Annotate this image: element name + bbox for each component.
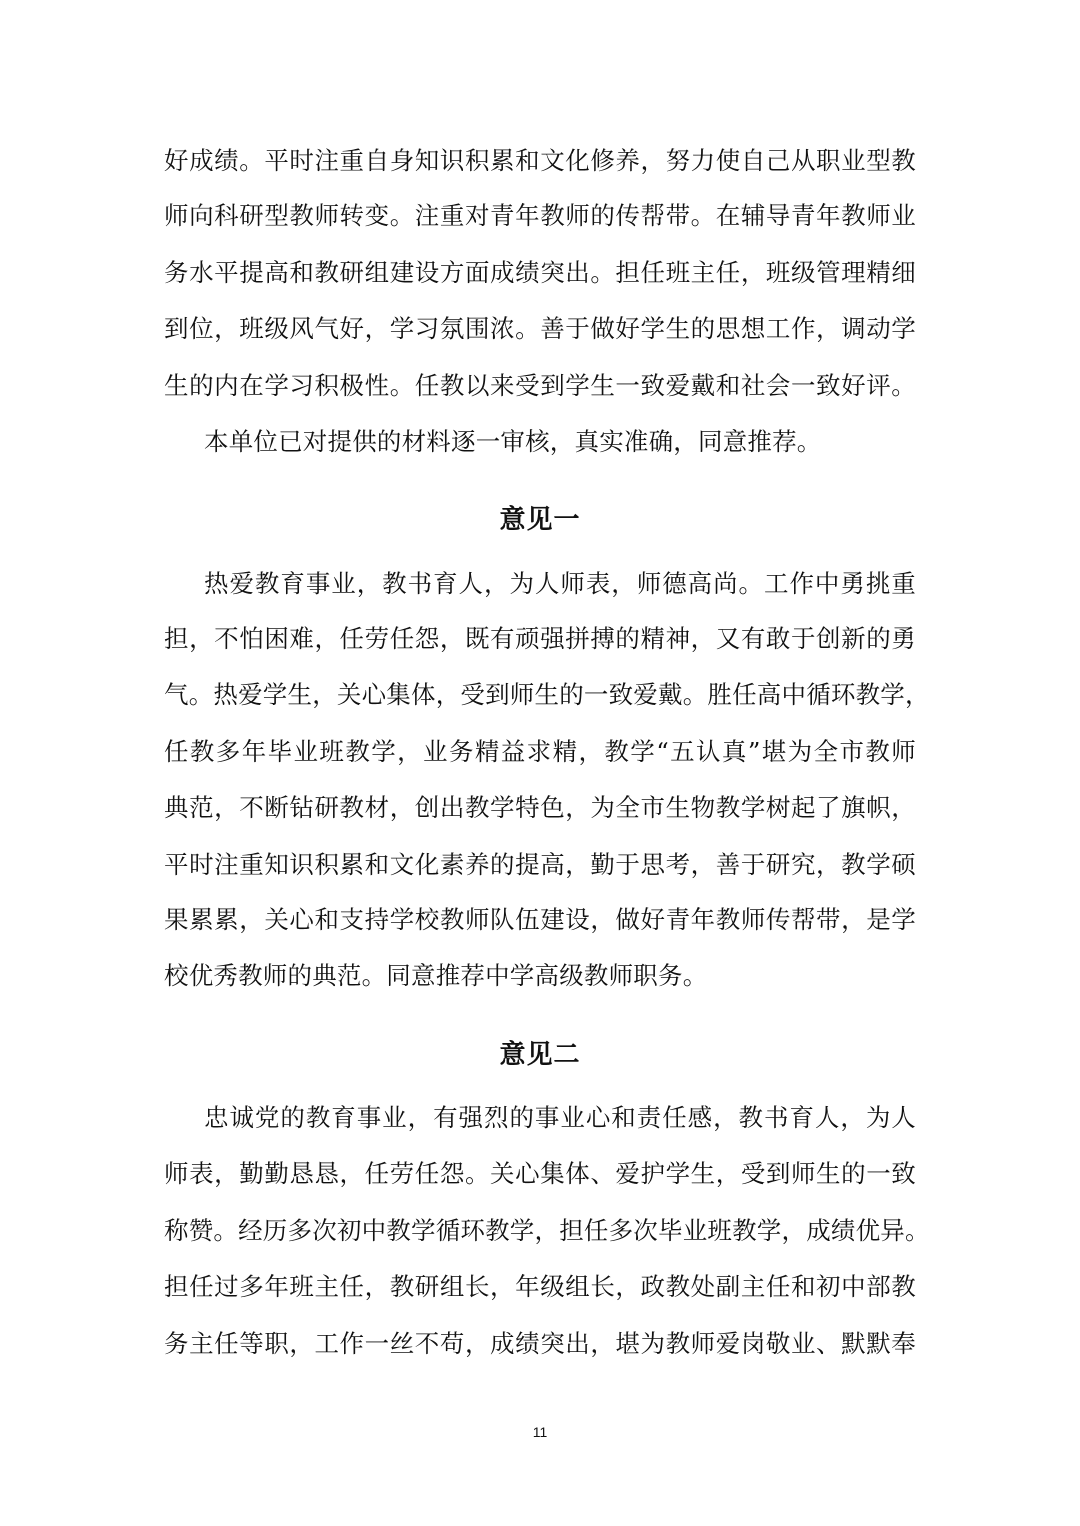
opinion1-line-2: 担，不怕困难，任劳任怨，既有顽强拼搏的精神，又有敢于创新的勇 <box>164 624 916 653</box>
page-number: 11 <box>532 1424 548 1440</box>
intro-statement: 本单位已对提供的材料逐一审核，真实准确，同意推荐。 <box>204 427 822 456</box>
opinion1-line-1: 热爱教育事业，教书育人，为人师表，师德高尚。工作中勇挑重 <box>204 569 916 598</box>
intro-line-1: 好成绩。平时注重自身知识积累和文化修养，努力使自己从职业型教 <box>164 146 916 175</box>
opinion2-heading: 意见二 <box>499 1040 581 1070</box>
opinion2-line-2: 师表，勤勤恳恳，任劳任怨。关心集体、爱护学生，受到师生的一致 <box>164 1159 916 1188</box>
intro-line-5: 生的内在学习积极性。任教以来受到学生一致爱戴和社会一致好评。 <box>164 371 916 400</box>
opinion1-line-3: 气。热爱学生，关心集体，受到师生的一致爱戴。胜任高中循环教学， <box>164 680 930 709</box>
intro-line-2: 师向科研型教师转变。注重对青年教师的传帮带。在辅导青年教师业 <box>164 201 916 230</box>
opinion2-line-4: 担任过多年班主任，教研组长，年级组长，政教处副主任和初中部教 <box>164 1272 916 1301</box>
opinion1-line-6: 平时注重知识积累和文化素养的提高，勤于思考，善于研究，教学硕 <box>164 850 916 879</box>
opinion2-line-5: 务主任等职，工作一丝不苟，成绩突出，堪为教师爱岗敬业、默默奉 <box>164 1329 916 1358</box>
opinion1-line-8: 校优秀教师的典范。同意推荐中学高级教师职务。 <box>164 961 708 990</box>
opinion1-line-5: 典范，不断钻研教材，创出教学特色，为全市生物教学树起了旗帜， <box>164 793 916 822</box>
intro-line-4: 到位，班级风气好，学习氛围浓。善于做好学生的思想工作，调动学 <box>164 314 916 343</box>
opinion1-line-7: 果累累，关心和支持学校教师队伍建设，做好青年教师传帮带，是学 <box>164 905 916 934</box>
opinion1-heading: 意见一 <box>499 505 581 535</box>
opinion2-line-1: 忠诚党的教育事业，有强烈的事业心和责任感，教书育人，为人 <box>204 1103 916 1132</box>
opinion1-line-4: 任教多年毕业班教学，业务精益求精，教学“五认真”堪为全市教师 <box>164 737 916 766</box>
intro-line-3: 务水平提高和教研组建设方面成绩突出。担任班主任，班级管理精细 <box>164 258 916 287</box>
opinion2-line-3: 称赞。经历多次初中教学循环教学，担任多次毕业班教学，成绩优异。 <box>164 1216 930 1245</box>
